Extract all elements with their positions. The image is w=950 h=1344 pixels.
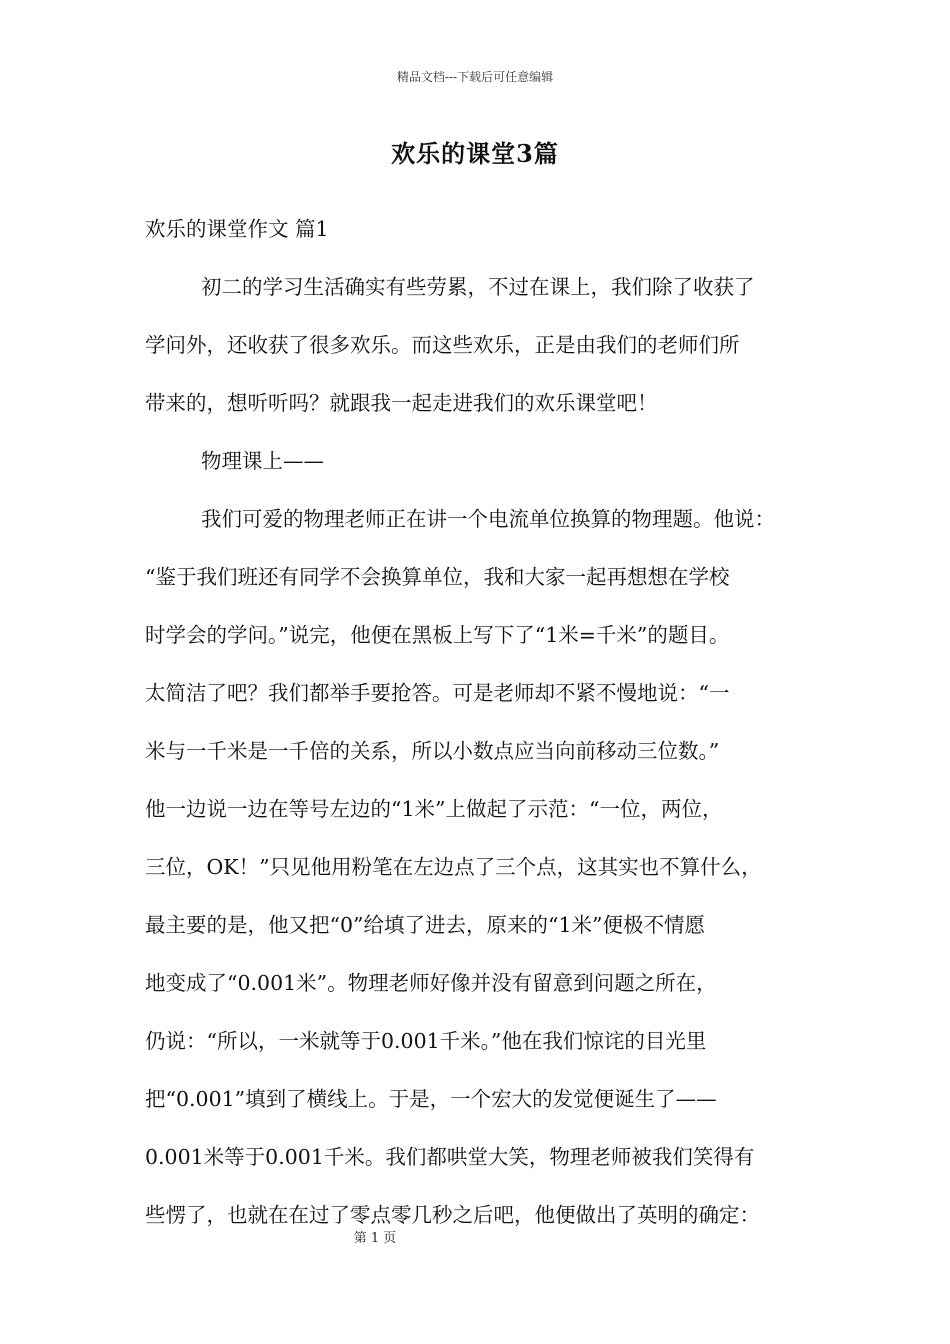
paragraph-line: 0.001米等于0.001千米。我们都哄堂大笑，物理老师被我们笑得有 [145, 1145, 755, 1169]
paragraph-line: 米与一千米是一千倍的关系，所以小数点应当向前移动三位数。” [145, 739, 720, 763]
section-heading: 欢乐的课堂作文 篇1 [145, 217, 329, 241]
paragraph-line: “鉴于我们班还有同学不会换算单位，我和大家一起再想想在学校 [145, 565, 730, 589]
paragraph-line: 把“0.001”填到了横线上。于是，一个宏大的发觉便诞生了—— [145, 1087, 717, 1111]
header-note: 精品文档---下载后可任意编辑 [396, 70, 554, 84]
paragraph-line: 他一边说一边在等号左边的“1米”上做起了示范：“一位，两位， [145, 797, 723, 821]
paragraph-line: 仍说：“所以，一米就等于0.001千米。”他在我们惊诧的目光里 [145, 1029, 707, 1053]
paragraph-line: 些愣了，也就在在过了零点零几秒之后吧，他便做出了英明的确定： [145, 1203, 760, 1227]
document-body [145, 200, 825, 1244]
page-number: 第 1 页 [353, 1231, 397, 1246]
paragraph-line: 地变成了“0.001米”。物理老师好像并没有留意到问题之所在， [145, 971, 717, 995]
paragraph-line: 物理课上—— [201, 449, 324, 473]
paragraph-line: 学问外，还收获了很多欢乐。而这些欢乐，正是由我们的老师们所 [145, 333, 740, 357]
paragraph-line: 初二的学习生活确实有些劳累，不过在课上，我们除了收获了 [201, 275, 755, 299]
paragraph-line: 三位，OK！”只见他用粉笔在左边点了三个点，这其实也不算什么， [145, 855, 762, 879]
paragraph-line: 我们可爱的物理老师正在讲一个电流单位换算的物理题。他说： [201, 507, 775, 531]
paragraph-line: 太简洁了吧？我们都举手要抢答。可是老师却不紧不慢地说：“一 [145, 681, 730, 705]
paragraph-line: 最主要的是，他又把“0”给填了进去，原来的“1米”便极不情愿 [145, 913, 706, 937]
document-title: 欢乐的课堂3篇 [391, 139, 559, 168]
paragraph-line: 时学会的学问。”说完，他便在黑板上写下了“1米=千米”的题目。 [145, 623, 730, 647]
paragraph-line: 带来的，想听听吗？就跟我一起走进我们的欢乐课堂吧！ [145, 391, 658, 415]
